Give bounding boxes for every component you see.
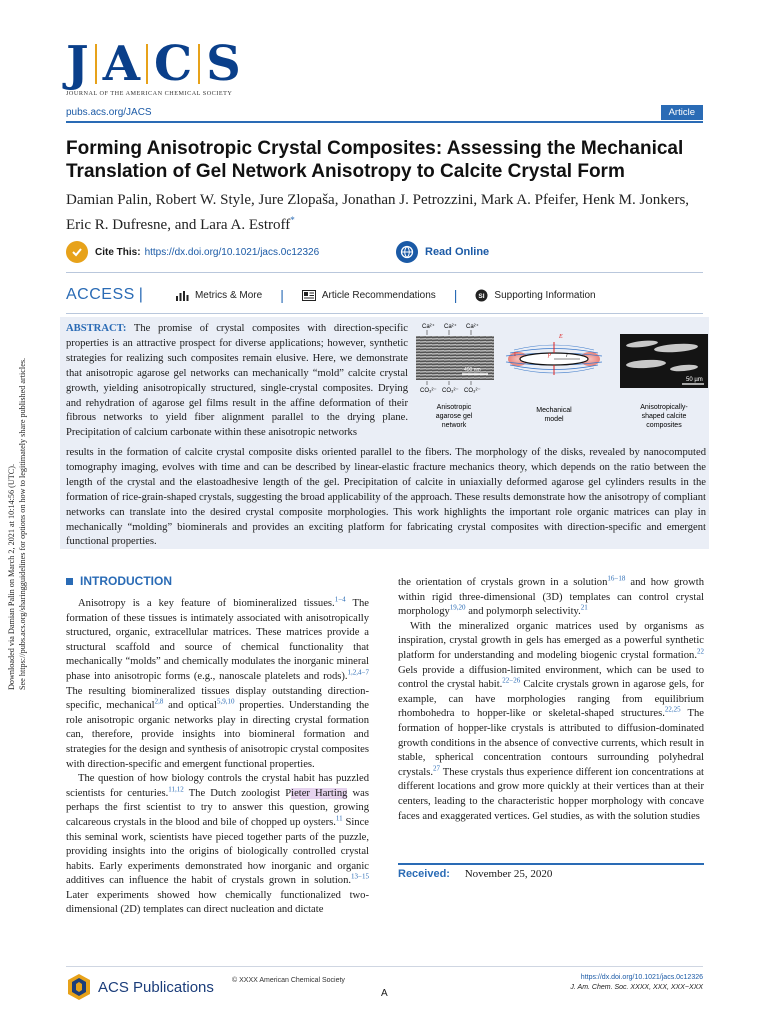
- copyright: © XXXX American Chemical Society: [232, 977, 345, 984]
- divider: |: [280, 287, 284, 303]
- metrics-link[interactable]: [175, 290, 262, 301]
- divider: [66, 313, 703, 314]
- divider: |: [453, 287, 458, 303]
- citation-link[interactable]: 11,12: [168, 785, 184, 794]
- page-number: A: [381, 988, 388, 999]
- logo-letter: C: [153, 36, 193, 92]
- citation-link[interactable]: 11: [335, 814, 343, 823]
- footer-citation: [570, 973, 703, 992]
- svg-text:E: E: [559, 334, 563, 340]
- square-bullet-icon: [66, 578, 73, 585]
- citation-link[interactable]: 22−26: [502, 676, 521, 685]
- journal-reference: J. Am. Chem. Soc. XXXX, XXX, XXX−XXX: [570, 983, 703, 991]
- article-type-badge: Article: [661, 105, 703, 120]
- acs-hexagon-icon: [66, 973, 92, 1001]
- logo-letter: S: [206, 36, 241, 92]
- arrow-icon: [427, 381, 471, 385]
- ion-label: CO₃²⁻: [464, 388, 481, 394]
- logo-divider: [146, 44, 148, 84]
- abstract-text-top: [66, 322, 408, 441]
- ion-label: Ca²⁺: [444, 324, 457, 330]
- read-online-button[interactable]: [396, 240, 706, 264]
- intro-right-column: [398, 576, 704, 824]
- caption-right: Anisotropically-shaped calcite composites: [640, 404, 688, 429]
- bar-chart-icon: [175, 290, 189, 301]
- footer-doi-link[interactable]: https://dx.doi.org/10.1021/jacs.0c12326: [580, 974, 703, 981]
- abstract-text-bottom: results in the formation of calcite crystal composite disks oriented parallel to the fibers. The morphology of the disks, revealed by nanocomputed tomography imaging, evolves with time and can be described by linear-elastic fracture mechanics theory, which depends on the ratio between the length of the crystal and the elastoadhesive length of the gel. Precipitation of calcite in uniaxially deformed agarose gel cylinders results in the formation of rice-grain-shaped crystals, suggesting the broad applicability of the approach. These results demonstrate how the anisotropy of compliant networks can translate into the desired crystal composite morphologies. This work highlights the important role organic matrices can play in mechanically “molding” biominerals and provides an exciting platform for fabricating crystal composites with direction-specific and emergent functional properties.: [66, 447, 706, 548]
- read-online-label: Read Online: [425, 246, 490, 258]
- divider: [66, 272, 703, 273]
- scale-label: 400 nm: [464, 367, 481, 373]
- paragraph: The question of how biology controls the crystal habit has puzzled scientists for centuries.$^{11,12}$ The Dutch zoologist Pieter Harting was perhaps the first scientist to try to answer this question, growing calcareous crystals in the blood and bile of chopped up oysters.$^{11}$ Since this seminal work, scientists have pieced together parts of the puzzle, providing insights into the origins of biologically controlled crystal habits. Early experiments demonstrated how inorganic and organic additives can influence the habit of crystals grown in solution.$^{13-15}$ Later experiments showed how chemically functionalized two-dimensional (2D) templates can direct nucleation and dictate: [66, 773, 370, 916]
- article-title: Forming Anisotropic Crystal Composites: Assessing the Mechanical Translation of Gel Network Anisotropy to Calcite Crystal Form: [66, 138, 684, 182]
- svg-text:Γ: Γ: [514, 352, 518, 358]
- cite-this: [66, 240, 386, 264]
- logo-letter: A: [102, 36, 140, 92]
- divider: [398, 863, 704, 865]
- caption-left: Anisotropic agarose gel network: [435, 404, 473, 429]
- metrics-label: Metrics & More: [194, 289, 263, 301]
- section-heading: [66, 574, 172, 588]
- ion-label: Ca²⁺: [422, 324, 435, 330]
- svg-text:r: r: [566, 353, 569, 359]
- authors-text: Damian Palin, Robert W. Style, Jure Zlopaša, Jonathan J. Petrozzini, Mark A. Pfeifer, Henk M. Jonkers, Eric R. Dufresne, and Lara A. Estroff: [66, 192, 690, 233]
- logo-divider: [95, 44, 97, 84]
- paragraph: With the mineralized organic matrices used by organisms as inspiration, crystal growth in gels has emerged as a powerful synthetic platform for understanding and modeling biogenic crystal formation.$^{22}$ Gels provide a diffusion-limited environment, which can be used to control the crystal habit.$^{22-26}$ Calcite crystals grown in agarose gels, for example, can have morphologies ranging from equilibrium rhombohedra to hopper-like or skeletal-shaped structures.$^{22,25}$ The formation of hopper-like crystals is attributed to diffusion-dominated growth conditions in the absence of convective currents, which result in stable, spherical concentration contours surrounding polyhedral crystals.$^{27}$ These crystals thus experience different ion concentrations at different locations and grow more quickly at their vertices than at their centers, leading to the characteristic hopper morphology with concave faces and exaggerated vertices. Gel studies, as with the solution studies: [398, 620, 704, 822]
- download-notice-line2: See https://pubs.acs.org/sharingguidelines for options on how to legitimately share published articles.: [18, 357, 27, 690]
- ion-label: CO₃²⁻: [420, 388, 437, 394]
- citation-link[interactable]: 21: [580, 603, 588, 612]
- paragraph: Anisotropy is a key feature of biomineralized tissues.$^{1-4}$ The formation of these tissues is intimately associated with anisotropically structured, organic, extracellular matrices. These matrices provide a structural scaffold and source of chemical functionality that mechanically “molds” and chemically modulates the inorganic mineral phase into anisotropic forms (e.g., nanoscale platelets and rods).$^{1,2,4-7}$ The resulting biomineralized tissues display outstanding direction-specific, mechanical$^{2,8}$ and optical$^{5,9,10}$ properties. Understanding the role anisotropic organic networks play in directing crystal formation can, therefore, provide insights into biomineral formation and strategies for the design and synthesis of anisotropic crystal composites with direction-specific and emergent functional properties.: [66, 595, 370, 770]
- access-label: ACCESS: [66, 286, 135, 303]
- received-label: Received:: [398, 868, 450, 880]
- download-notice: [6, 300, 32, 690]
- publisher-label: ACS Publications: [98, 978, 214, 996]
- ion-label: Ca²⁺: [466, 324, 479, 330]
- paragraph: the orientation of crystals grown in a solution$^{16-18}$ and how growth within rigid three-dimensional (3D) templates can control crystal morphology$^{19,20}$ and polymorph selectivity.$^{21}$: [398, 574, 704, 618]
- scale-label: 50 µm: [686, 377, 703, 383]
- toc-graphic: [414, 320, 710, 435]
- download-notice-line1: Downloaded via Damian Palin on March 2, 2021 at 10:14:56 (UTC).: [7, 463, 16, 690]
- recommendations-label: Article Recommendations: [321, 289, 436, 301]
- site-url-link[interactable]: pubs.acs.org/JACS: [66, 107, 152, 118]
- arrow-icon: [427, 330, 471, 335]
- cite-label: Cite This:: [95, 246, 141, 258]
- intro-left-column: [66, 597, 369, 918]
- citation-link[interactable]: 27: [433, 764, 441, 773]
- highlighted-text[interactable]: ieter Harting: [291, 787, 348, 799]
- received-value: November 25, 2020: [464, 868, 553, 880]
- globe-icon: [396, 241, 418, 263]
- divider: |: [138, 286, 143, 303]
- citation-link[interactable]: 19,20: [449, 603, 466, 612]
- check-icon: [66, 241, 88, 263]
- citation-link[interactable]: 1,2,4−7: [347, 668, 369, 677]
- citation-link[interactable]: 5,9,10: [216, 697, 235, 706]
- logo-letter: J: [66, 36, 89, 92]
- citation-link[interactable]: 1−4: [334, 595, 346, 604]
- citation-link[interactable]: 22,25: [664, 705, 681, 714]
- citation-link[interactable]: 16−18: [607, 574, 626, 583]
- abstract-part1: The promise of crystal composites with direction-specific properties is an attractive prospect for diverse applications; however, synthetic strategies for realizing such composites remain elusive. Here, we demonstrate that anisotropic agarose gel networks can mechanically “mold” calcite crystal growth, yielding anisotropically structured, single-crystal composites. Drying and rehydration of agarose gel films result in the affine deformation of their fibrous networks to yield fiber alignment parallel to the drying plane. Precipitation of calcium carbonate within these anisotropic networks: [66, 323, 408, 439]
- section-heading-label: INTRODUCTION: [80, 574, 172, 588]
- author-list: [66, 190, 706, 235]
- supporting-info-label: Supporting Information: [494, 289, 596, 301]
- citation-link[interactable]: 22: [697, 647, 704, 656]
- footer-rule: [66, 966, 703, 967]
- supporting-info-link[interactable]: [475, 289, 595, 302]
- recommendations-link[interactable]: [302, 290, 436, 301]
- caption-middle: Mechanical model: [536, 407, 572, 423]
- logo-divider: [198, 44, 200, 84]
- citation-link[interactable]: 2,8: [154, 697, 164, 706]
- article-icon: [302, 290, 316, 301]
- acs-publications-logo: [66, 973, 214, 1001]
- logo-subtitle: JOURNAL OF THE AMERICAN CHEMICAL SOCIETY: [66, 90, 233, 97]
- svg-text:SI: SI: [478, 292, 485, 300]
- supporting-info-icon: [475, 289, 488, 302]
- citation-link[interactable]: 13−15: [351, 872, 369, 881]
- mechanical-model-diagram: [506, 334, 602, 375]
- corresponding-author-mark[interactable]: *: [290, 215, 295, 225]
- doi-link[interactable]: https://dx.doi.org/10.1021/jacs.0c12326: [144, 246, 320, 258]
- access-bar: [66, 284, 703, 306]
- svg-text:p: p: [548, 352, 551, 358]
- abstract-label: ABSTRACT:: [66, 323, 127, 334]
- received-date: [398, 868, 552, 880]
- header-rule: [66, 121, 703, 123]
- ion-label: CO₃²⁻: [442, 388, 459, 394]
- jacs-logo: [66, 36, 241, 97]
